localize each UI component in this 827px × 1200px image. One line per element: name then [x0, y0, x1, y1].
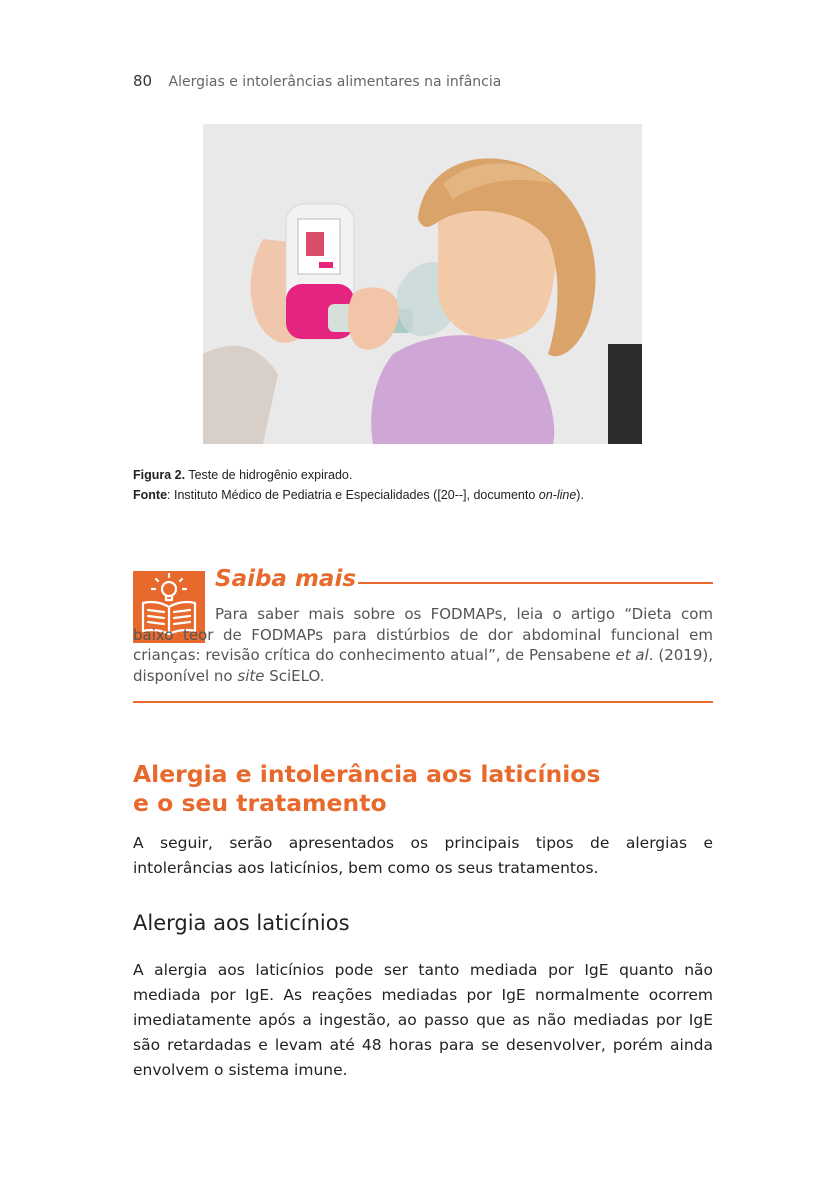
source-text-1: : Instituto Médico de Pediatria e Especialidades ([20--], documento	[167, 488, 539, 502]
section-title	[133, 760, 733, 818]
hydrogen-breath-test-illustration	[203, 124, 642, 444]
subsection-body: A alergia aos laticínios pode ser tanto mediada por IgE quanto não mediada por IgE. As reações mediadas por IgE normalmente ocorrem imediatamente após a ingestão, ao passo que as não mediadas por IgE são retardadas e levam até 48 horas para se desenvolver, porém ainda envolvem o sistema imune.	[133, 961, 713, 1079]
caption-text: Teste de hidrogênio expirado.	[185, 468, 353, 482]
saiba-italic-1: et al	[615, 646, 649, 664]
saiba-text-2: . (2019), disponível no	[133, 646, 713, 685]
section-title-line-1: Alergia e intolerância aos laticínios	[133, 760, 601, 788]
figure-caption	[133, 465, 733, 505]
saiba-mais-text	[133, 604, 713, 686]
subsection-title: Alergia aos laticínios	[133, 911, 350, 935]
source-label: Fonte	[133, 488, 168, 502]
running-header	[133, 72, 501, 90]
saiba-mais-bottom-rule	[133, 701, 713, 703]
caption-label: Figura 2.	[133, 468, 186, 482]
section-intro: A seguir, serão apresentados os principais tipos de alergias e intolerâncias aos laticínios, bem como os seus tratamentos.	[133, 834, 713, 877]
source-text-2: ).	[576, 488, 584, 502]
running-title: Alergias e intolerâncias alimentares na infância	[168, 74, 502, 90]
section-title-line-2: e o seu tratamento	[133, 789, 387, 817]
saiba-text-3: SciELO.	[264, 666, 325, 685]
source-italic: on-line	[538, 488, 577, 502]
saiba-italic-2: site	[237, 666, 265, 685]
figure-photo	[203, 124, 642, 444]
saiba-mais-title: Saiba mais	[215, 566, 357, 592]
saiba-text-1: Para saber mais sobre os FODMAPs, leia o artigo “Dieta com baixo teor de FODMAPs para distúrbios de dor abdominal funcional em crianças: revisão crítica do conhecimento atual”, de Pensabene	[133, 605, 713, 664]
page-number: 80	[133, 72, 153, 90]
saiba-mais-rule	[358, 582, 713, 584]
